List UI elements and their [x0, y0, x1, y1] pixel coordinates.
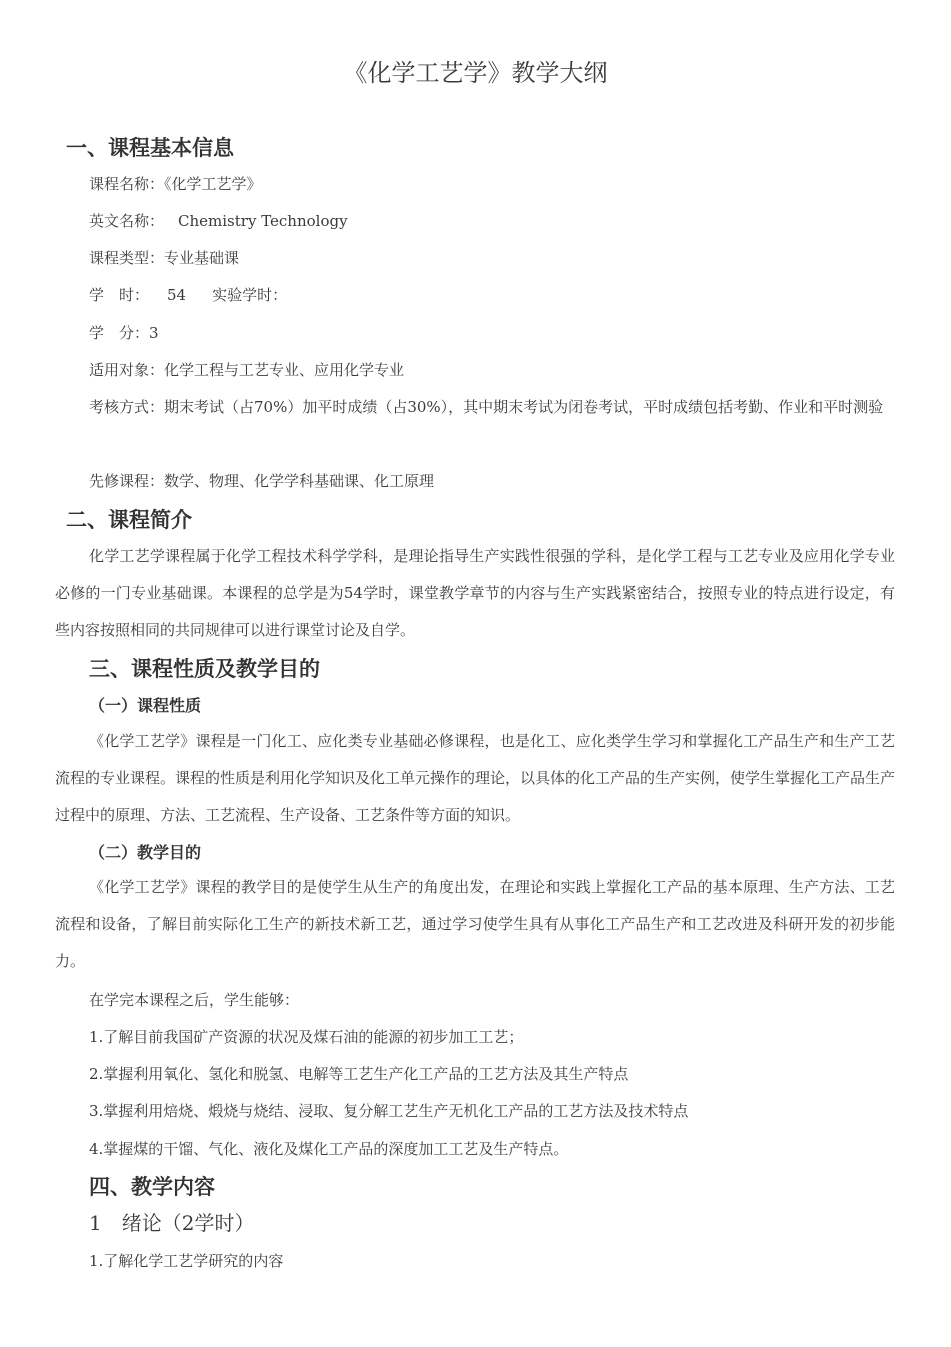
- credits: 学 分：3: [89, 324, 159, 342]
- intro-paragraph: 化学工艺学课程属于化学工程技术科学学科，是理论指导生产实践性很强的学科，是化学工程与工艺专业及应用化学专业必修的一门专业基础课。本课程的总学是为54学时，课堂教学章节的内容与生产实践紧密结合，按照专业的特点进行设定，有些内容按照相同的共同规律可以进行课堂讨论及自学。: [55, 547, 895, 639]
- hours-row: [89, 284, 287, 306]
- outcome-item-3: 3.掌握利用焙烧、煅烧与烧结、浸取、复分解工艺生产无机化工产品的工艺方法及技术特点: [89, 1102, 689, 1120]
- prerequisites: 先修课程：数学、物理、化学学科基础课、化工原理: [89, 472, 435, 490]
- chapter-1-item-1: 1.了解化学工艺学研究的内容: [89, 1252, 284, 1270]
- course-nature-paragraph: 《化学工艺学》课程是一门化工、应化类专业基础必修课程，也是化工、应化类学生学习和掌握化工产品生产和生产工艺流程的专业课程。课程的性质是利用化学知识及化工单元操作的理论，以具体的化工产品的生产实例，使学生掌握化工产品生产过程中的原理、方法、工艺流程、生产设备、工艺条件等方面的知识。: [55, 732, 896, 824]
- outcome-item-4: 4.掌握煤的干馏、气化、液化及煤化工产品的深度加工工艺及生产特点。: [89, 1140, 569, 1158]
- document-title: 《化学工艺学》教学大纲: [343, 59, 608, 87]
- course-type: 课程类型：专业基础课: [89, 249, 240, 267]
- teaching-goals-paragraph: 《化学工艺学》课程的教学目的是使学生从生产的角度出发，在理论和实践上掌握化工产品的基本原理、生产方法、工艺流程和设备，了解目前实际化工生产的新技术新工艺，通过学习使学生具有从事化工产品生产和工艺改进及科研开发的初步能力。: [55, 878, 895, 970]
- chapter-1-heading: 1 绪论（2学时）: [89, 1211, 255, 1235]
- audience: 适用对象：化学工程与工艺专业、应用化学专业: [89, 361, 405, 379]
- section-heading-content: 四、教学内容: [89, 1175, 215, 1199]
- hours-label: 学 时：: [89, 286, 150, 304]
- english-name-label: 英文名称：: [89, 212, 165, 230]
- outcomes-intro: 在学完本课程之后，学生能够：: [89, 991, 300, 1009]
- english-name-row: [89, 210, 348, 232]
- english-name-value: Chemistry Technology: [178, 212, 348, 230]
- subheading-teaching-goals: （二）教学目的: [89, 843, 202, 862]
- section-heading-intro: 二、课程简介: [66, 508, 192, 532]
- section-heading-basic-info: 一、课程基本信息: [66, 136, 234, 160]
- section-heading-nature-goals: 三、课程性质及教学目的: [89, 657, 320, 681]
- assessment: 考核方式：期末考试（占70%）加平时成绩（占30%），其中期末考试为闭卷考试，平时成绩包括考勤、作业和平时测验: [89, 398, 884, 416]
- course-name: 课程名称：《化学工艺学》: [89, 175, 262, 193]
- hours-value: 54: [167, 286, 187, 304]
- outcome-item-2: 2.掌握利用氧化、氢化和脱氢、电解等工艺生产化工产品的工艺方法及其生产特点: [89, 1065, 629, 1083]
- outcome-item-1: 1.了解目前我国矿产资源的状况及煤石油的能源的初步加工工艺；: [89, 1028, 524, 1046]
- lab-hours-label: 实验学时：: [212, 286, 288, 304]
- subheading-course-nature: （一）课程性质: [89, 696, 202, 715]
